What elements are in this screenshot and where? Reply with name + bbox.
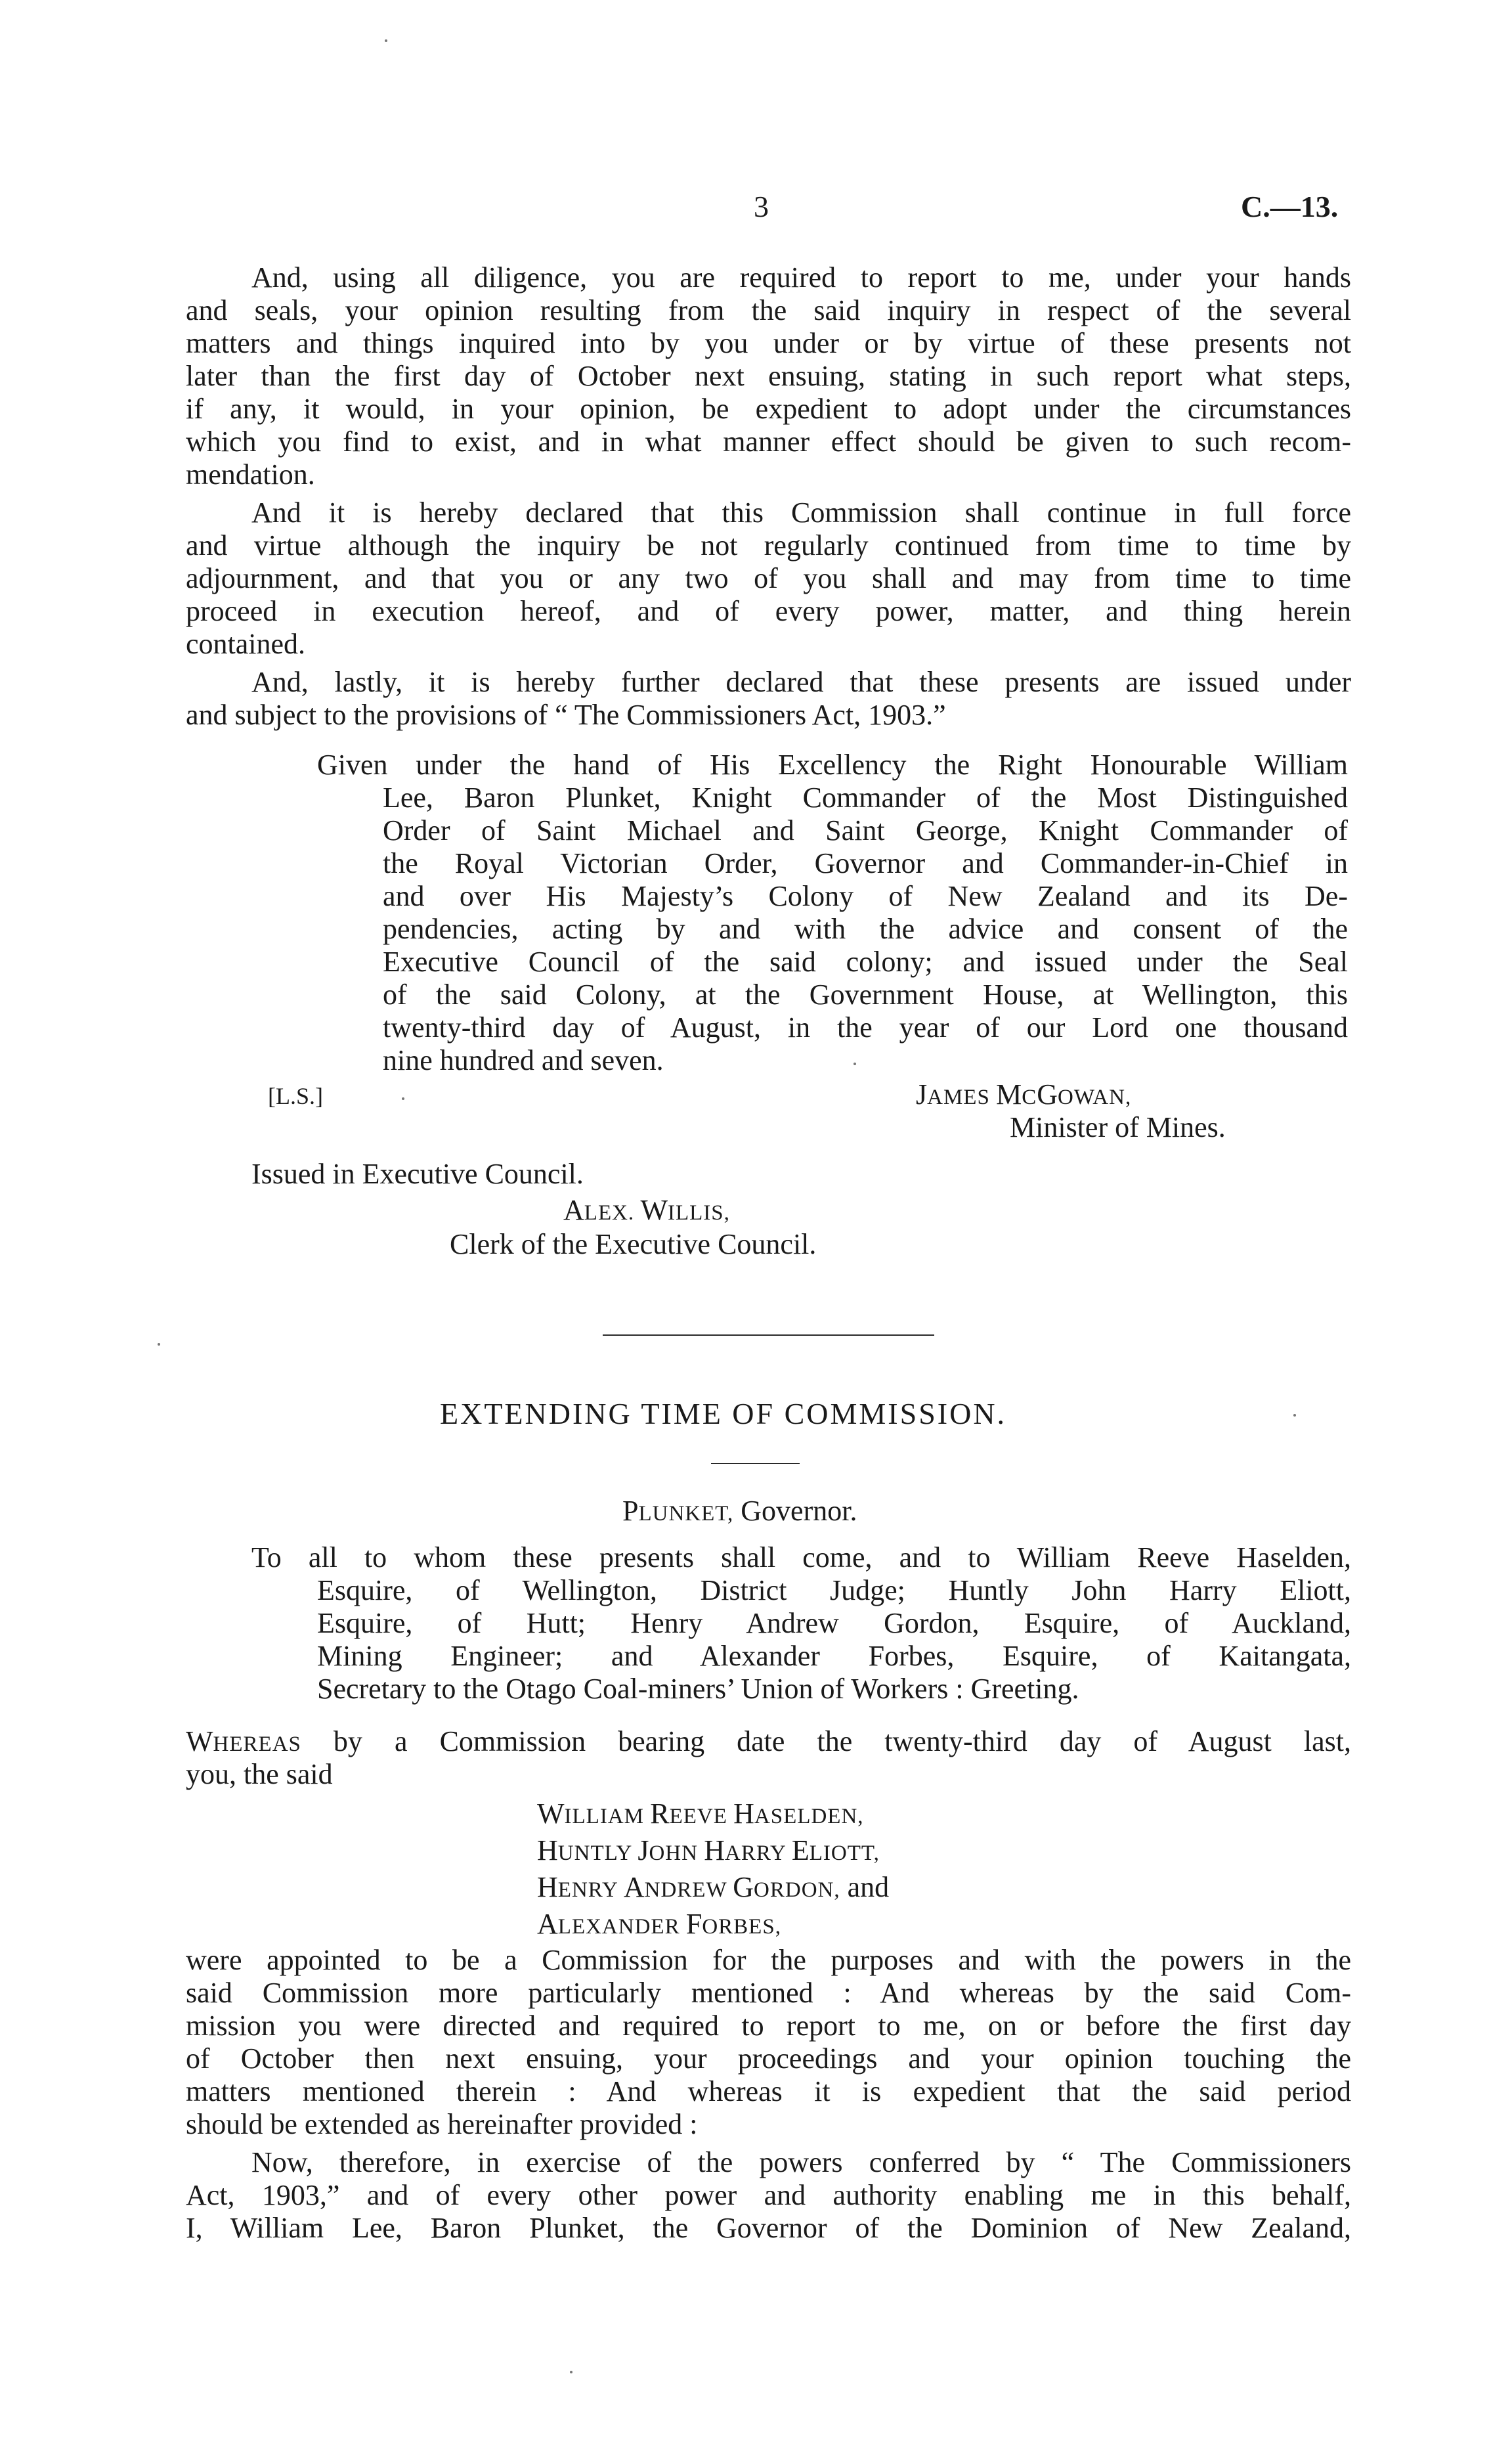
text-line: And, lastly, it is hereby further declared that these presents are issued under [251,666,1351,698]
text-line: And, using all diligence, you are required to report to me, under your hands [251,261,1351,294]
governor-line: PLUNKET, Governor. [622,1495,857,1527]
text-line: Given under the hand of His Excellency the Right Honourable William [317,749,1348,781]
minister-name: JAMES MCGOWAN, [916,1078,1132,1111]
text-line: and virtue although the inquiry be not regularly continued from time to time by [186,529,1351,561]
section-heading: EXTENDING TIME OF COMMISSION. [440,1397,1007,1430]
whereas-line: WHEREAS by a Commission bearing date the twenty-third day of August last, [186,1725,1351,1757]
seal-mark: [L.S.] [268,1083,323,1109]
text-line: the Royal Victorian Order, Governor and Commander-in-Chief in [383,847,1348,879]
scan-speck [402,1097,404,1100]
text-line: Mining Engineer; and Alexander Forbes, Esquire, of Kaitangata, [317,1640,1351,1672]
minister-title: Minister of Mines. [1010,1111,1226,1143]
commissioner-name: HUNTLY JOHN HARRY ELIOTT, [537,1834,880,1866]
text-line: To all to whom these presents shall come, and to William Reeve Haselden, [251,1541,1351,1574]
text-line: pendencies, acting by and with the advice and consent of the [383,913,1348,945]
text-line: I, William Lee, Baron Plunket, the Governor of the Dominion of New Zealand, [186,2212,1351,2244]
text-line: proceed in execution hereof, and of every power, matter, and thing herein [186,595,1351,627]
text-line: nine hundred and seven. [383,1044,664,1076]
text-line: Order of Saint Michael and Saint George, Knight Commander of [383,814,1348,847]
text-line: twenty-third day of August, in the year of our Lord one thousand [383,1011,1348,1044]
text-line: matters and things inquired into by you under or by virtue of these presents not [186,327,1351,359]
scan-speck [853,1063,856,1065]
text-line: of the said Colony, at the Government House, at Wellington, this [383,979,1348,1011]
text-line: mission you were directed and required to report to me, on or before the first day [186,2010,1351,2042]
text-line: you, the said [186,1758,333,1790]
commissioner-name: WILLIAM REEVE HASELDEN, [537,1797,864,1830]
text-line: Lee, Baron Plunket, Knight Commander of the Most Distinguished [383,781,1348,814]
text-line: and over His Majesty’s Colony of New Zealand and its De- [383,880,1348,912]
text-line: And it is hereby declared that this Commission shall continue in full force [251,496,1351,529]
text-line: and seals, your opinion resulting from the said inquiry in respect of the several [186,294,1351,326]
heading-underline [711,1463,800,1464]
text-line: adjournment, and that you or any two of you shall and may from time to time [186,562,1351,594]
scan-speck [1293,1414,1296,1417]
text-line: Act, 1903,” and of every other power and authority enabling me in this behalf, [186,2179,1351,2211]
scan-speck [570,2371,572,2373]
text-line: Esquire, of Hutt; Henry Andrew Gordon, Esquire, of Auckland, [317,1607,1351,1639]
text-line: Now, therefore, in exercise of the powers conferred by “ The Commissioners [251,2146,1351,2178]
text-line: were appointed to be a Commission for the purposes and with the powers in the [186,1944,1351,1976]
paper-code: C.—13. [1241,190,1339,223]
text-line: mendation. [186,458,315,491]
text-line: said Commission more particularly mentioned : And whereas by the said Com- [186,1977,1351,2009]
page-number: 3 [754,190,769,223]
issued-in-council: Issued in Executive Council. [251,1158,584,1190]
text-line: if any, it would, in your opinion, be expedient to adopt under the circumstances [186,393,1351,425]
text-line: Executive Council of the said colony; and issued under the Seal [383,946,1348,978]
clerk-title: Clerk of the Executive Council. [450,1228,817,1260]
text-line: later than the first day of October next ensuing, stating in such report what steps, [186,360,1351,392]
scan-speck [158,1343,160,1346]
commissioner-name: ALEXANDER FORBES, [537,1908,781,1940]
commissioner-name: HENRY ANDREW GORDON, and [537,1871,890,1903]
clerk-name: ALEX. WILLIS, [563,1194,730,1226]
scan-speck [385,39,387,42]
text-line: Secretary to the Otago Coal-miners’ Union of Workers : Greeting. [317,1673,1079,1705]
text-line: contained. [186,628,306,660]
text-line: Esquire, of Wellington, District Judge; Huntly John Harry Eliott, [317,1574,1351,1606]
section-divider [603,1334,934,1336]
text-line: which you find to exist, and in what manner effect should be given to such recom- [186,426,1351,458]
text-line: of October then next ensuing, your proceedings and your opinion touching the [186,2042,1351,2075]
text-line: should be extended as hereinafter provided : [186,2108,698,2140]
text-line: and subject to the provisions of “ The Commissioners Act, 1903.” [186,699,946,731]
text-line: matters mentioned therein : And whereas it is expedient that the said period [186,2075,1351,2107]
